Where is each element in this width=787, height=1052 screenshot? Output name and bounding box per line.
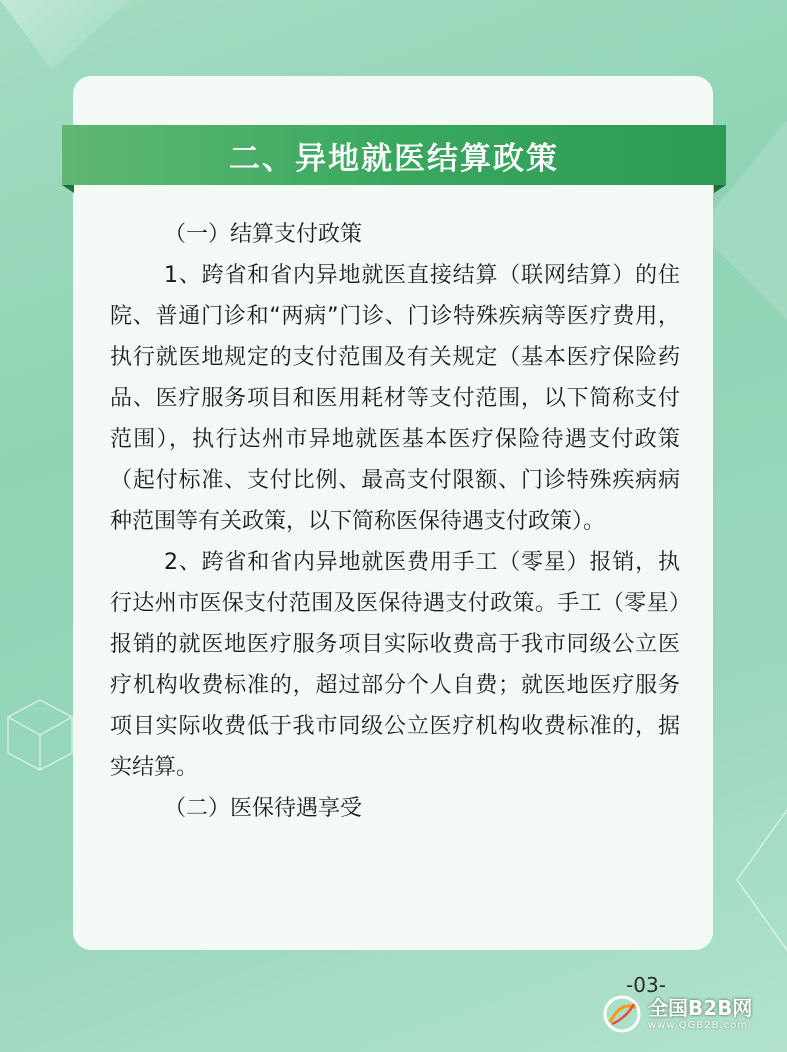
decorative-lines-right: [727, 800, 787, 960]
subsection-heading-1: （一）结算支付政策: [164, 222, 363, 247]
section-title: 二、异地就医结算政策: [229, 140, 559, 177]
banner-fold-right: [714, 185, 726, 193]
paragraph-2: 2、跨省和省内异地就医费用手工（零星）报销，执行达州市医保支付范围及医保待遇支付政策。手工（零星）报销的就医地医疗服务项目实际收费高于我市同级公立医疗机构收费标准的，超过部分个人自费；就医地医疗服务项目实际收费低于我市同级公立医疗机构收费标准的，据实结算。: [110, 550, 680, 780]
watermark-logo-icon: [602, 994, 642, 1034]
decorative-triangle-top: [0, 0, 130, 70]
watermark: [602, 994, 752, 1034]
section-banner: [62, 125, 726, 185]
paragraph-1: 1、跨省和省内异地就医直接结算（联网结算）的住院、普通门诊和“两病”门诊、门诊特殊疾病等医疗费用，执行就医地规定的支付范围及有关规定（基本医疗保险药品、医疗服务项目和医用耗材等支付范围，以下简称支付范围），执行达州市异地就医基本医疗保险待遇支付政策（起付标准、支付比例、最高支付限额、门诊特殊疾病病种范围等有关政策，以下简称医保待遇支付政策）。: [110, 263, 680, 534]
watermark-sub-text: www.QGB2B.com: [648, 1019, 749, 1031]
decorative-cube-icon: [0, 695, 80, 775]
subsection-heading-2: （二）医保待遇享受: [164, 796, 363, 821]
page-number: -03-: [626, 973, 666, 997]
document-body: [110, 214, 680, 829]
watermark-main-text: 全国B2B网: [648, 995, 753, 1020]
